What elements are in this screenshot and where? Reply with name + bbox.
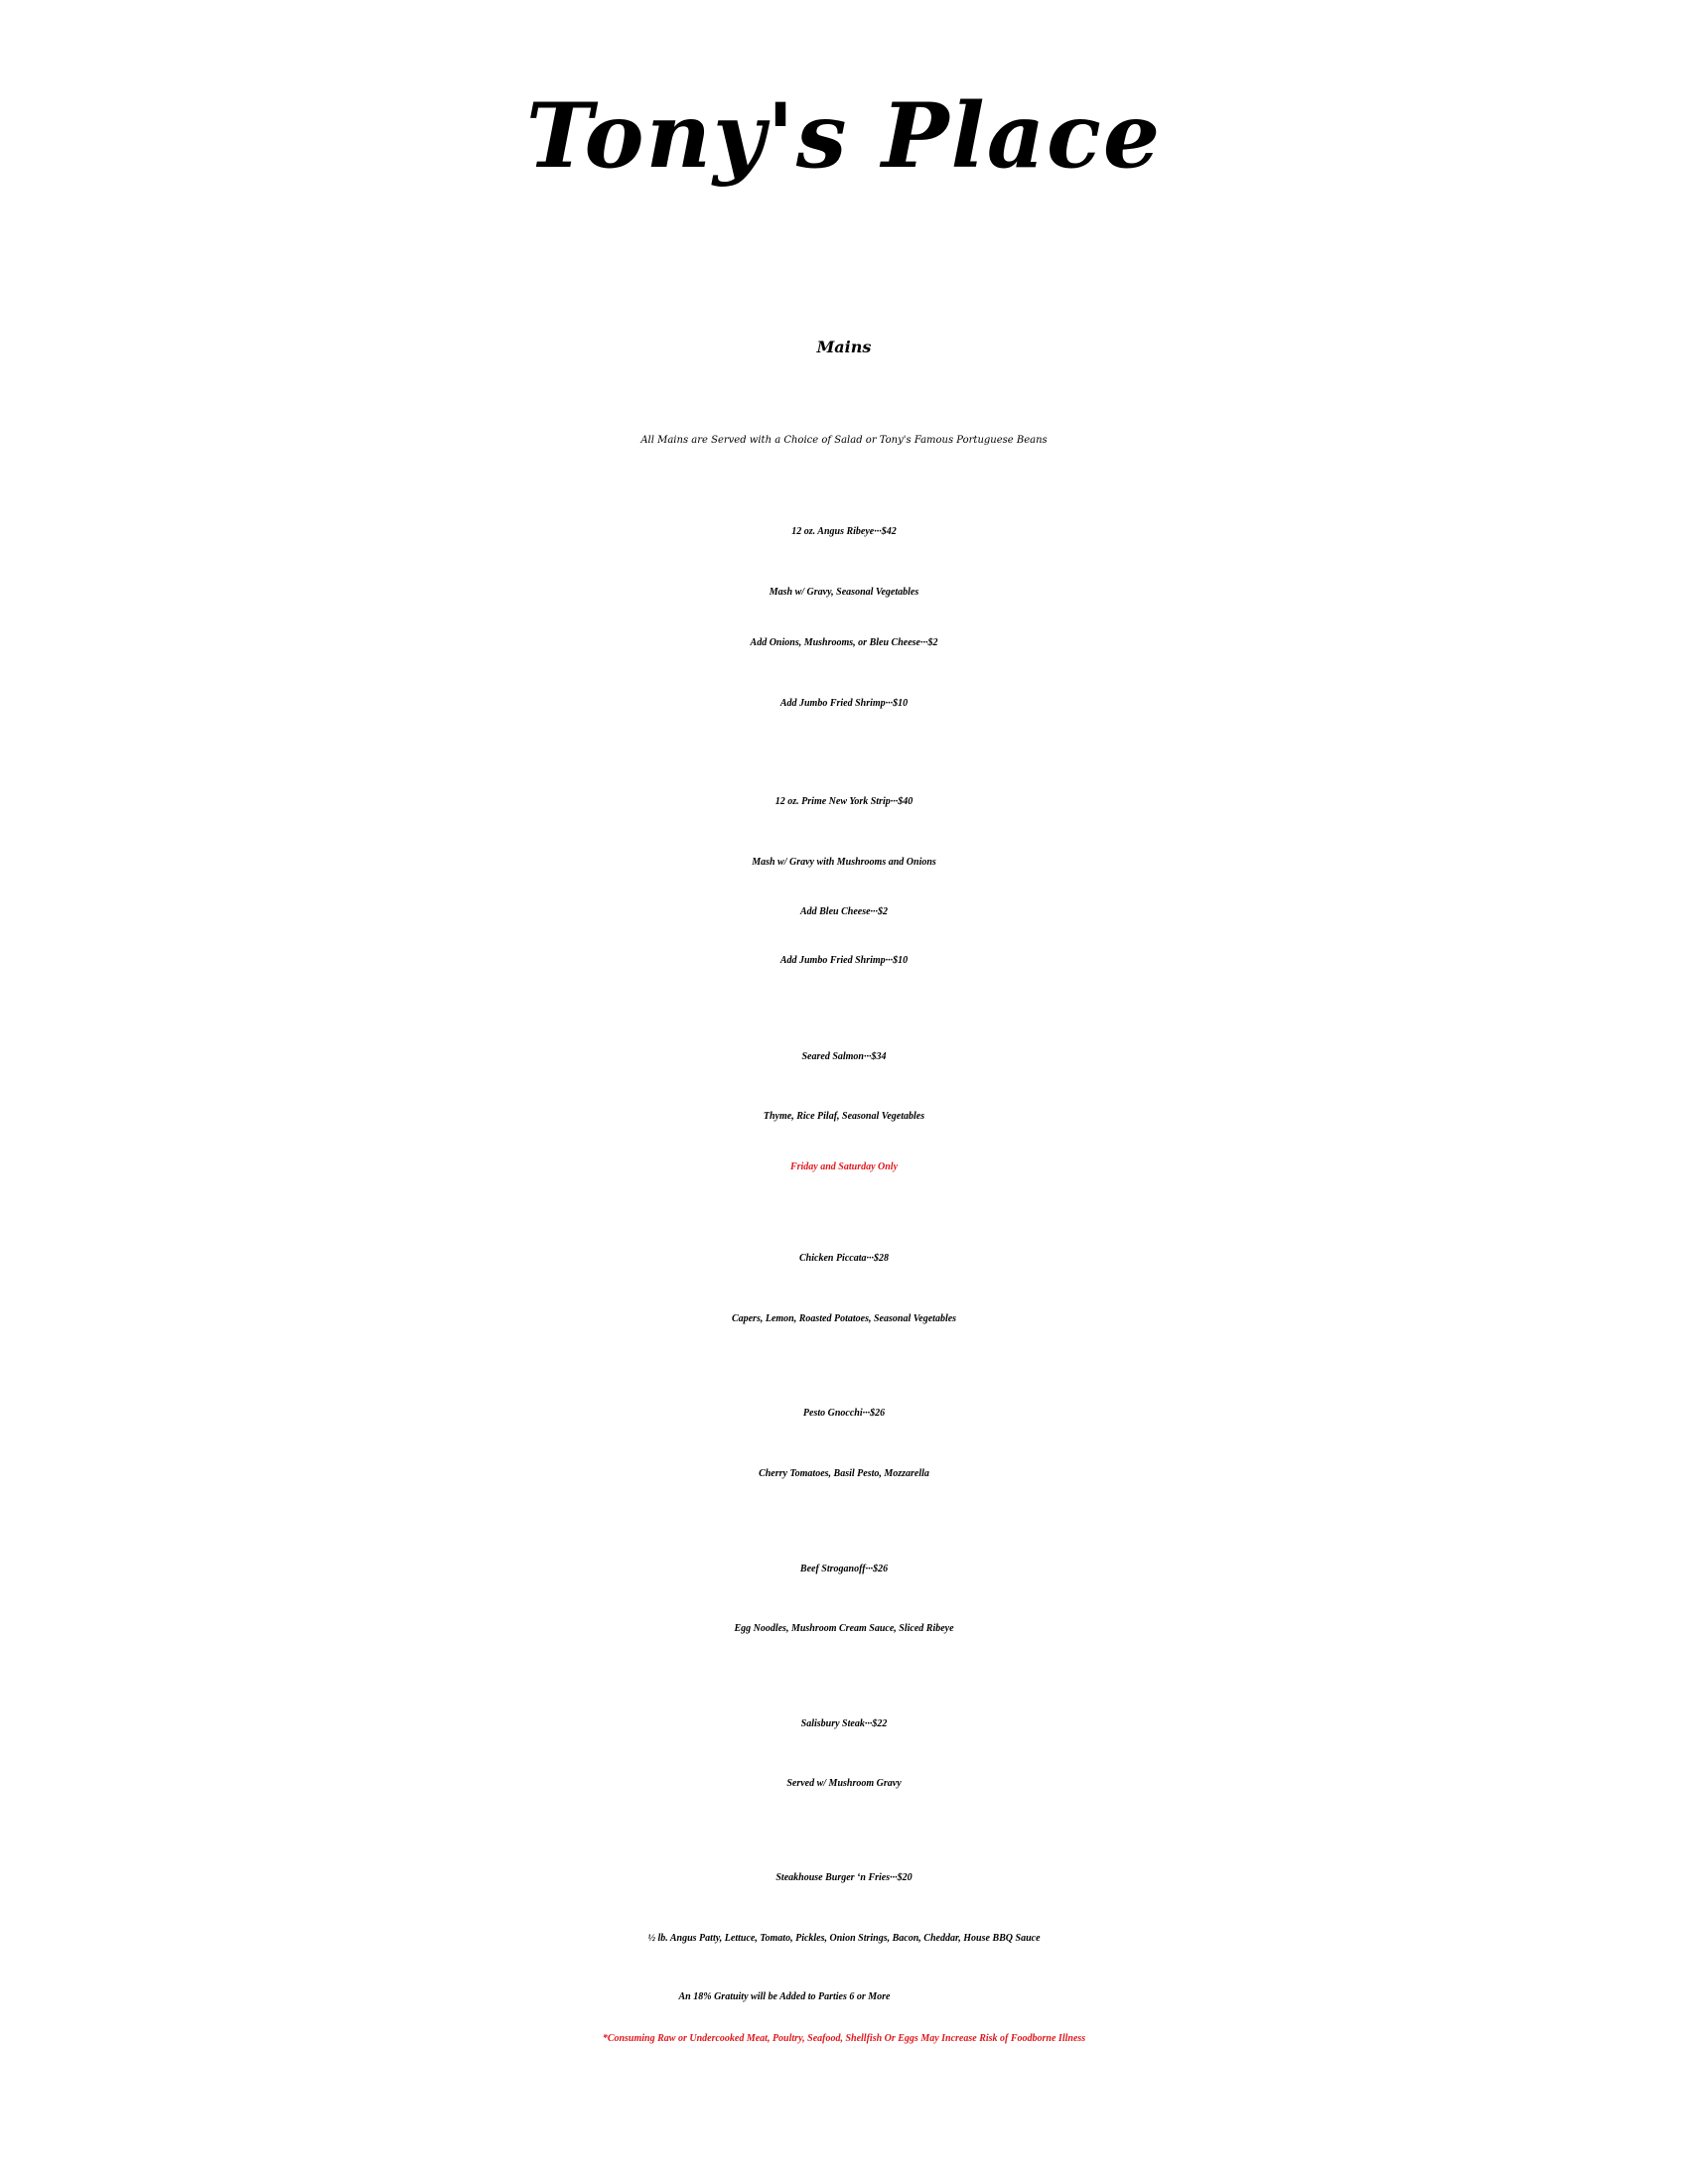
restaurant-name: Tony's Place [525,83,1163,189]
menu-item-addon: Add Jumbo Fried Shrimp···$10 [779,955,909,966]
menu-item-description: Egg Noodles, Mushroom Cream Sauce, Sliced Ribeye [734,1623,954,1634]
food-safety-warning: *Consuming Raw or Undercooked Meat, Poultry, Seafood, Shellfish Or Eggs May Increase Risk of Foodborne Illness [602,2033,1086,2044]
menu-item-description: Capers, Lemon, Roasted Potatoes, Seasonal Vegetables [731,1313,957,1324]
menu-item-description: Served w/ Mushroom Gravy [786,1778,902,1789]
menu-item-description: Mash w/ Gravy, Seasonal Vegetables [769,587,919,598]
menu-item-name: Steakhouse Burger ‘n Fries···$20 [775,1872,913,1883]
menu-item-name: Beef Stroganoff···$26 [799,1564,889,1574]
menu-item-name: Seared Salmon···$34 [801,1051,887,1062]
menu-item-addon: Add Onions, Mushrooms, or Bleu Cheese···$2 [750,637,938,648]
menu-item-addon: Add Jumbo Fried Shrimp···$10 [779,698,909,709]
menu-item-availability-note: Friday and Saturday Only [789,1161,899,1172]
menu-item-description: ½ lb. Angus Patty, Lettuce, Tomato, Pickles, Onion Strings, Bacon, Cheddar, House BBQ Sauce [647,1933,1041,1944]
menu-item-addon: Add Bleu Cheese···$2 [799,906,889,917]
gratuity-note: An 18% Gratuity will be Added to Parties 6 or More [678,1991,891,2002]
menu-item-description: Mash w/ Gravy with Mushrooms and Onions [752,857,936,868]
menu-item-name: Chicken Piccata···$28 [799,1253,889,1264]
menu-item-description: Cherry Tomatoes, Basil Pesto, Mozzarella [759,1468,929,1479]
menu-item-name: 12 oz. Angus Ribeye···$42 [791,526,897,537]
section-note: All Mains are Served with a Choice of Salad or Tony's Famous Portuguese Beans [640,435,1048,446]
menu-item-name: Pesto Gnocchi···$26 [802,1408,886,1419]
section-title: Mains [816,338,872,356]
menu-item-description: Thyme, Rice Pilaf, Seasonal Vegetables [763,1111,925,1122]
menu-item-name: 12 oz. Prime New York Strip···$40 [774,796,914,807]
menu-item-name: Salisbury Steak···$22 [800,1718,888,1729]
